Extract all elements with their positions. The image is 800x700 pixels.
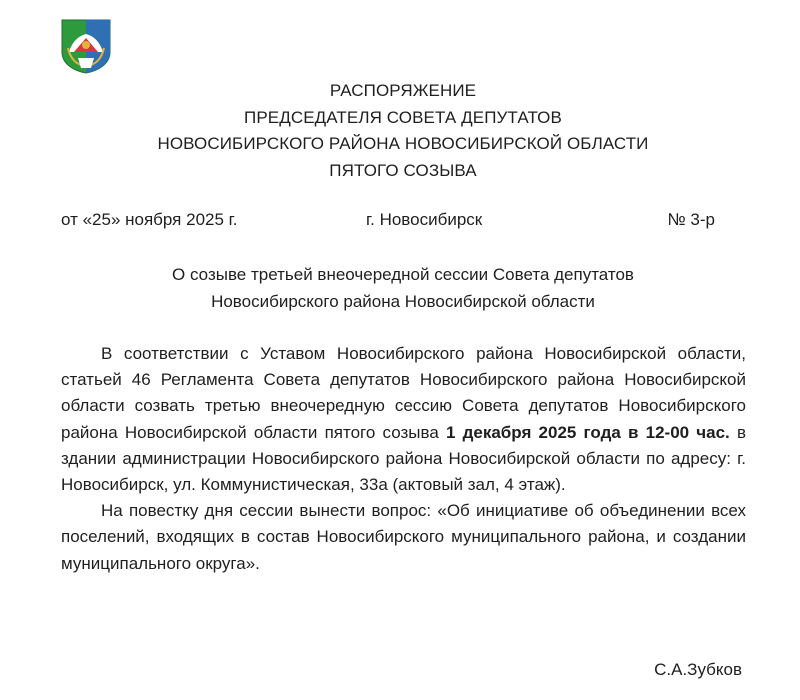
body-p1-text-start: В соответствии с Уставом Новосибирского района Новосибирской области, статьей 46 Регламента Совета депутатов Новосибирского района Новосибирской области созвать третью внеочередную сессию Совета депутатов Новосибирского района Новосибирской области пятого созыва <box>61 344 746 442</box>
subject-line-2: Новосибирского района Новосибирской области <box>211 291 595 311</box>
body-p1-text-end: в здании администрации Новосибирского района Новосибирской области по адресу: г. Новосибирск, ул. Коммунистическая, 33а (актовый зал, 4 этаж). <box>61 422 746 495</box>
body-paragraph-1 <box>61 341 746 498</box>
document-date: от «25» ноября 2025 г. <box>61 210 238 229</box>
heading-line-2: ПРЕДСЕДАТЕЛЯ СОВЕТА ДЕПУТАТОВ <box>244 107 562 127</box>
body-paragraph-2: На повестку дня сессии вынести вопрос: «Об инициативе об объединении всех поселений, входящих в состав Новосибирского муниципального района, и создании муниципального округа». <box>61 501 746 573</box>
document-subject <box>0 262 800 315</box>
heading-line-4: ПЯТОГО СОЗЫВА <box>329 160 477 180</box>
coat-of-arms-icon <box>60 18 112 74</box>
heading-line-1: РАСПОРЯЖЕНИЕ <box>329 81 477 100</box>
document-city: г. Новосибирск <box>366 210 483 229</box>
document-meta-row <box>61 210 721 234</box>
document-number: № 3-р <box>667 210 715 229</box>
document-body <box>61 341 746 577</box>
subject-line-1: О созыве третьей внеочередной сессии Совета депутатов <box>172 265 634 284</box>
signature-name: С.А.Зубков <box>654 660 742 679</box>
heading-line-3: НОВОСИБИРСКОГО РАЙОНА НОВОСИБИРСКОЙ ОБЛАСТИ <box>157 134 649 153</box>
session-datetime: 1 декабря 2025 года в 12-00 час. <box>445 422 730 442</box>
document-heading <box>0 78 800 184</box>
